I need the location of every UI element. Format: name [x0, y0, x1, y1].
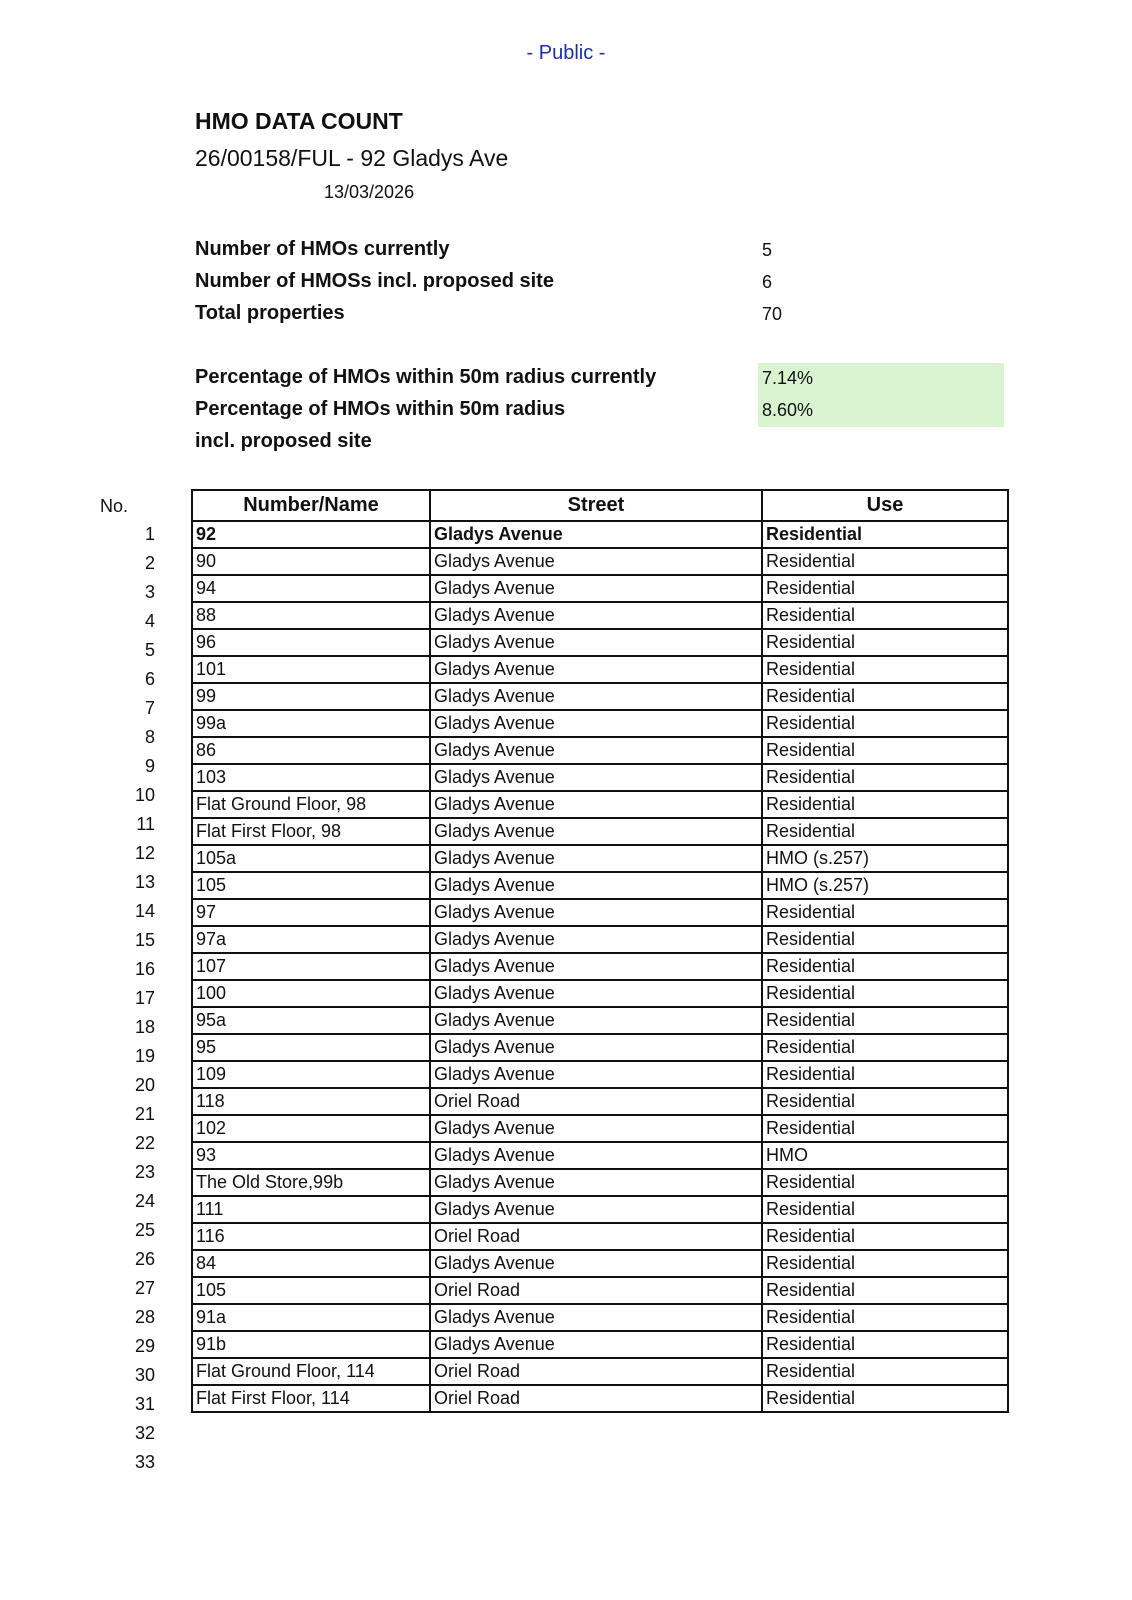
- cell-use: Residential: [762, 1223, 1008, 1250]
- cell-number: The Old Store,99b: [192, 1169, 430, 1196]
- cell-street: Oriel Road: [430, 1358, 762, 1385]
- cell-street: Gladys Avenue: [430, 1115, 762, 1142]
- row-number: 3: [144, 582, 155, 602]
- row-number: 23: [134, 1162, 155, 1182]
- pct-incl-label-line2: incl. proposed site: [195, 430, 372, 452]
- table-row: [192, 899, 1008, 926]
- cell-street: Gladys Avenue: [430, 818, 762, 845]
- row-number: 19: [134, 1046, 155, 1066]
- cell-street: Gladys Avenue: [430, 791, 762, 818]
- cell-number: 99: [192, 683, 430, 710]
- cell-number: 105: [192, 872, 430, 899]
- table-row: [192, 1061, 1008, 1088]
- column-header-street: Street: [430, 490, 762, 521]
- column-header-number: Number/Name: [192, 490, 430, 521]
- cell-street: Gladys Avenue: [430, 602, 762, 629]
- cell-number: 86: [192, 737, 430, 764]
- classification-label: - Public -: [526, 42, 606, 64]
- cell-use: Residential: [762, 521, 1008, 548]
- cell-use: Residential: [762, 1115, 1008, 1142]
- cell-street: Gladys Avenue: [430, 521, 762, 548]
- cell-use: Residential: [762, 1007, 1008, 1034]
- cell-number: 92: [192, 521, 430, 548]
- cell-number: 84: [192, 1250, 430, 1277]
- cell-use: Residential: [762, 980, 1008, 1007]
- cell-number: Flat Ground Floor, 98: [192, 791, 430, 818]
- cell-number: 101: [192, 656, 430, 683]
- cell-number: 97a: [192, 926, 430, 953]
- cell-number: 107: [192, 953, 430, 980]
- cell-street: Gladys Avenue: [430, 575, 762, 602]
- row-number: 28: [134, 1307, 155, 1327]
- cell-use: Residential: [762, 737, 1008, 764]
- pct-incl-label-line1: Percentage of HMOs within 50m radius: [195, 398, 566, 420]
- cell-street: Gladys Avenue: [430, 764, 762, 791]
- cell-use: Residential: [762, 953, 1008, 980]
- table-row: [192, 737, 1008, 764]
- row-number: 25: [134, 1220, 155, 1240]
- cell-number: Flat Ground Floor, 114: [192, 1358, 430, 1385]
- cell-use: Residential: [762, 791, 1008, 818]
- table-row: [192, 953, 1008, 980]
- table-row: [192, 656, 1008, 683]
- row-number: 16: [134, 959, 155, 979]
- table-row: [192, 1331, 1008, 1358]
- row-number: 2: [144, 553, 155, 573]
- cell-use: Residential: [762, 1331, 1008, 1358]
- cell-street: Oriel Road: [430, 1385, 762, 1412]
- cell-number: 111: [192, 1196, 430, 1223]
- row-number: 21: [134, 1104, 155, 1124]
- cell-use: Residential: [762, 1034, 1008, 1061]
- table-row: [192, 602, 1008, 629]
- row-number: 27: [134, 1278, 155, 1298]
- cell-use: Residential: [762, 710, 1008, 737]
- cell-number: 91b: [192, 1331, 430, 1358]
- row-number: 4: [144, 611, 155, 631]
- cell-number: 103: [192, 764, 430, 791]
- row-number: 32: [134, 1423, 155, 1443]
- cell-street: Oriel Road: [430, 1277, 762, 1304]
- table-row: [192, 710, 1008, 737]
- cell-street: Gladys Avenue: [430, 1007, 762, 1034]
- cell-use: HMO: [762, 1142, 1008, 1169]
- cell-use: Residential: [762, 683, 1008, 710]
- table-row: [192, 1169, 1008, 1196]
- table-row: [192, 1115, 1008, 1142]
- row-number: 1: [144, 524, 155, 544]
- row-number: 10: [134, 785, 155, 805]
- cell-street: Gladys Avenue: [430, 737, 762, 764]
- cell-use: Residential: [762, 1358, 1008, 1385]
- cell-use: HMO (s.257): [762, 872, 1008, 899]
- cell-use: Residential: [762, 1088, 1008, 1115]
- cell-use: Residential: [762, 1061, 1008, 1088]
- table-row: [192, 926, 1008, 953]
- cell-use: Residential: [762, 656, 1008, 683]
- cell-street: Gladys Avenue: [430, 656, 762, 683]
- table-row: [192, 1007, 1008, 1034]
- row-number: 15: [134, 930, 155, 950]
- cell-street: Gladys Avenue: [430, 980, 762, 1007]
- table-row: [192, 575, 1008, 602]
- cell-number: 102: [192, 1115, 430, 1142]
- hmo-incl-value: 6: [762, 272, 773, 292]
- cell-street: Oriel Road: [430, 1088, 762, 1115]
- cell-street: Gladys Avenue: [430, 899, 762, 926]
- cell-number: 109: [192, 1061, 430, 1088]
- row-number: 18: [134, 1017, 155, 1037]
- cell-use: Residential: [762, 926, 1008, 953]
- table-row: [192, 980, 1008, 1007]
- table-row: [192, 1304, 1008, 1331]
- table-row: [192, 521, 1008, 548]
- pct-current-value: 7.14%: [762, 368, 814, 388]
- cell-street: Gladys Avenue: [430, 872, 762, 899]
- cell-street: Gladys Avenue: [430, 1061, 762, 1088]
- cell-number: 95a: [192, 1007, 430, 1034]
- cell-number: 91a: [192, 1304, 430, 1331]
- cell-number: Flat First Floor, 114: [192, 1385, 430, 1412]
- table-row: [192, 1196, 1008, 1223]
- cell-number: 94: [192, 575, 430, 602]
- table-row: [192, 1223, 1008, 1250]
- row-number: 9: [144, 756, 155, 776]
- cell-number: 96: [192, 629, 430, 656]
- cell-use: Residential: [762, 1250, 1008, 1277]
- table-row: [192, 1385, 1008, 1412]
- table-row: [192, 1358, 1008, 1385]
- hmo-property-table: [191, 489, 1009, 1413]
- row-number: 30: [134, 1365, 155, 1385]
- row-number: 11: [136, 814, 155, 834]
- table-row: [192, 683, 1008, 710]
- row-number: 26: [134, 1249, 155, 1269]
- table-row: [192, 1250, 1008, 1277]
- row-number: 31: [134, 1394, 155, 1414]
- row-number: 12: [134, 843, 155, 863]
- cell-street: Gladys Avenue: [430, 953, 762, 980]
- cell-use: Residential: [762, 629, 1008, 656]
- table-row: [192, 764, 1008, 791]
- cell-number: 105: [192, 1277, 430, 1304]
- cell-street: Gladys Avenue: [430, 1304, 762, 1331]
- hmo-current-value: 5: [762, 240, 773, 260]
- total-properties-label: Total properties: [195, 302, 345, 324]
- pct-incl-value: 8.60%: [762, 400, 814, 420]
- cell-number: 118: [192, 1088, 430, 1115]
- hmo-current-label: Number of HMOs currently: [195, 238, 450, 260]
- cell-street: Gladys Avenue: [430, 845, 762, 872]
- cell-street: Gladys Avenue: [430, 1034, 762, 1061]
- application-reference: 26/00158/FUL - 92 Gladys Ave: [195, 145, 509, 171]
- row-number: 24: [134, 1191, 155, 1211]
- table-row: [192, 872, 1008, 899]
- cell-street: Gladys Avenue: [430, 1169, 762, 1196]
- cell-use: Residential: [762, 899, 1008, 926]
- cell-number: 97: [192, 899, 430, 926]
- column-header-use: Use: [762, 490, 1008, 521]
- cell-use: Residential: [762, 548, 1008, 575]
- table-row: [192, 1142, 1008, 1169]
- row-number-column: [95, 520, 155, 1477]
- cell-street: Gladys Avenue: [430, 683, 762, 710]
- report-date: 13/03/2026: [324, 182, 415, 202]
- page-title: HMO DATA COUNT: [195, 108, 403, 134]
- cell-number: 95: [192, 1034, 430, 1061]
- table-row: [192, 791, 1008, 818]
- row-number: 13: [134, 872, 155, 892]
- table-row: [192, 818, 1008, 845]
- cell-street: Gladys Avenue: [430, 1142, 762, 1169]
- row-number: 7: [144, 698, 155, 718]
- cell-street: Oriel Road: [430, 1223, 762, 1250]
- cell-use: Residential: [762, 1385, 1008, 1412]
- row-number: 33: [134, 1452, 155, 1472]
- cell-street: Gladys Avenue: [430, 710, 762, 737]
- cell-use: Residential: [762, 1196, 1008, 1223]
- cell-street: Gladys Avenue: [430, 629, 762, 656]
- cell-number: Flat First Floor, 98: [192, 818, 430, 845]
- row-number: 8: [144, 727, 155, 747]
- cell-use: Residential: [762, 1304, 1008, 1331]
- cell-number: 88: [192, 602, 430, 629]
- row-number: 14: [134, 901, 155, 921]
- row-number-header: No.: [100, 496, 129, 516]
- cell-use: Residential: [762, 602, 1008, 629]
- pct-current-label: Percentage of HMOs within 50m radius currently: [195, 366, 657, 388]
- row-number: 22: [134, 1133, 155, 1153]
- cell-street: Gladys Avenue: [430, 1196, 762, 1223]
- table-row: [192, 1088, 1008, 1115]
- cell-use: HMO (s.257): [762, 845, 1008, 872]
- cell-use: Residential: [762, 575, 1008, 602]
- cell-use: Residential: [762, 764, 1008, 791]
- table-row: [192, 1277, 1008, 1304]
- cell-number: 99a: [192, 710, 430, 737]
- cell-street: Gladys Avenue: [430, 926, 762, 953]
- row-number: 20: [134, 1075, 155, 1095]
- cell-street: Gladys Avenue: [430, 1331, 762, 1358]
- cell-street: Gladys Avenue: [430, 548, 762, 575]
- table-header-row: [192, 490, 1008, 521]
- row-number: 5: [144, 640, 155, 660]
- cell-number: 116: [192, 1223, 430, 1250]
- row-number: 29: [134, 1336, 155, 1356]
- cell-use: Residential: [762, 818, 1008, 845]
- cell-street: Gladys Avenue: [430, 1250, 762, 1277]
- row-number: 6: [144, 669, 155, 689]
- cell-number: 90: [192, 548, 430, 575]
- table-row: [192, 548, 1008, 575]
- hmo-incl-label: Number of HMOSs incl. proposed site: [195, 270, 554, 292]
- row-number: 17: [134, 988, 155, 1008]
- cell-number: 100: [192, 980, 430, 1007]
- cell-number: 105a: [192, 845, 430, 872]
- table-row: [192, 629, 1008, 656]
- table-row: [192, 1034, 1008, 1061]
- cell-number: 93: [192, 1142, 430, 1169]
- cell-use: Residential: [762, 1169, 1008, 1196]
- total-properties-value: 70: [762, 304, 783, 324]
- table-row: [192, 845, 1008, 872]
- cell-use: Residential: [762, 1277, 1008, 1304]
